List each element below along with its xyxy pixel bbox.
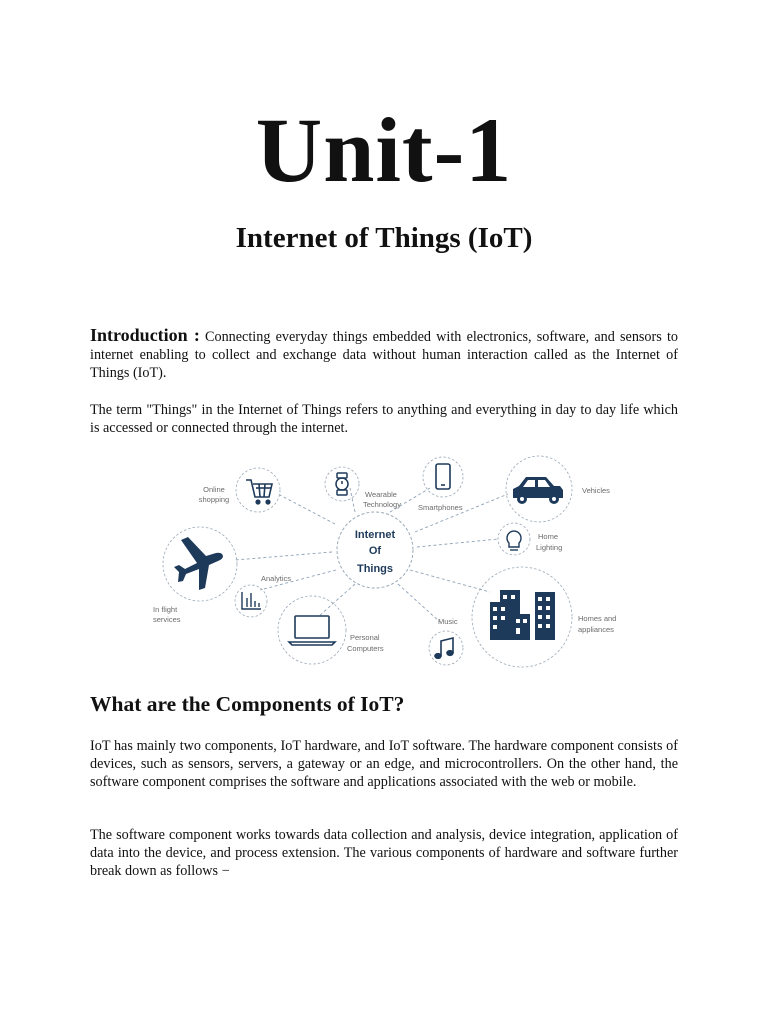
label-home-lighting-2: Lighting	[536, 543, 563, 552]
label-home-lighting-1: Home	[538, 532, 559, 541]
hub-label-1: Internet	[354, 529, 396, 541]
page-title: Unit-1	[255, 99, 513, 201]
intro-label: Introduction :	[90, 325, 200, 345]
label-online-2: shopping	[198, 495, 230, 504]
bulb-icon	[507, 531, 521, 550]
hub-label-2: Of	[368, 545, 382, 557]
label-music: Music	[438, 617, 458, 626]
laptop-icon	[289, 616, 335, 645]
label-analytics: Analytics	[261, 574, 292, 583]
analytics-icon	[242, 592, 261, 609]
label-wearable-1: Wearable	[365, 490, 397, 499]
components-heading: What are the Components of IoT?	[90, 692, 405, 716]
label-online-1: Online	[203, 485, 225, 494]
label-smartphones: Smartphones	[418, 503, 463, 512]
label-in-flight-2: services	[153, 615, 181, 624]
iot-diagram	[150, 452, 620, 672]
label-wearable-2: Technology	[363, 500, 401, 509]
buildings-icon	[490, 590, 555, 640]
page-subtitle: Internet of Things (IoT)	[235, 222, 533, 254]
label-vehicles: Vehicles	[582, 486, 610, 495]
intro-paragraph	[90, 326, 678, 382]
airplane-icon	[174, 537, 223, 590]
label-homes-2: appliances	[578, 625, 614, 634]
car-icon	[513, 477, 563, 504]
smartphone-icon	[436, 464, 450, 489]
hub-label-3: Things	[356, 563, 394, 575]
label-computers-1: Personal	[350, 633, 380, 642]
intro-text: Connecting everyday things embedded with electronics, software, and sensors to internet enabling to collect and exchange data without human interaction called as the Internet of Things (IoT).	[90, 329, 678, 381]
software-paragraph: The software component works towards data collection and analysis, device integration, application of data into the device, and process extension. The various components of hardware and software further break down as follows −	[90, 827, 678, 879]
things-paragraph: The term "Things" in the Internet of Things refers to anything and everything in day to day life which is accessed or connected through the internet.	[90, 402, 678, 436]
watch-icon	[336, 473, 348, 495]
shopping-cart-icon	[246, 480, 272, 504]
components-paragraph: IoT has mainly two components, IoT hardware, and IoT software. The hardware component consists of devices, such as sensors, servers, a gateway or an edge, and microcontrollers. On the other hand, the software component comprises the software and applications associated with the web or mobile.	[90, 738, 678, 790]
music-icon	[435, 638, 453, 658]
label-computers-2: Computers	[347, 644, 384, 653]
label-homes-1: Homes and	[578, 614, 617, 623]
label-in-flight-1: In flight	[153, 605, 178, 614]
